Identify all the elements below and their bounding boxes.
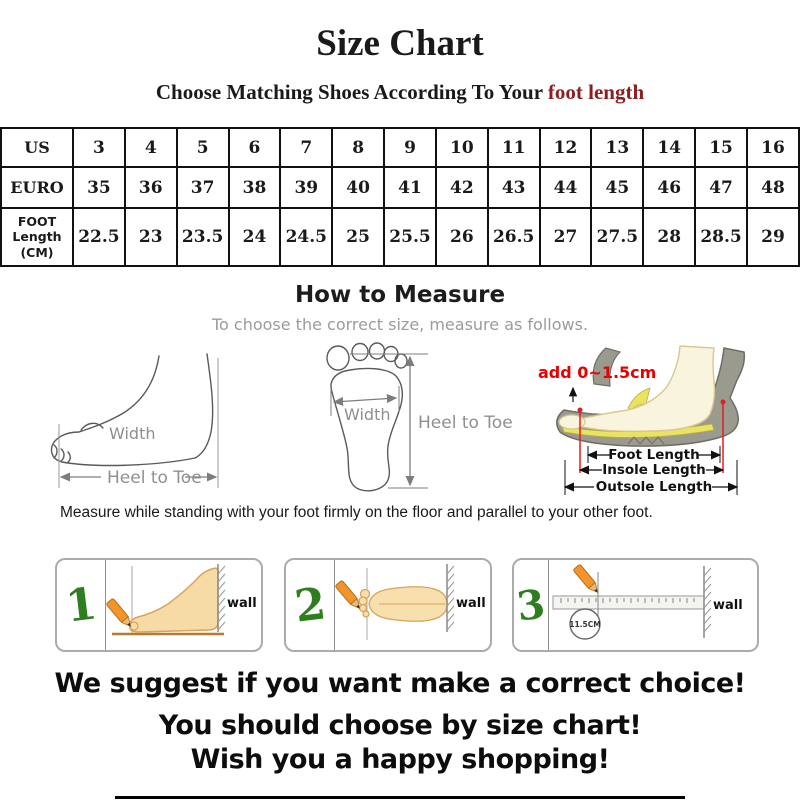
width-label: Width [344,405,391,424]
size-table-cell: 15 [695,128,747,167]
add-length-label: add 0~1.5cm [538,363,657,382]
step2-foot-top-art [335,560,487,648]
how-to-measure-heading: How to Measure [294,282,506,308]
outsole-length-label: Outsole Length [595,479,713,495]
size-table-cell: 6 [229,128,281,167]
subtitle [0,80,800,105]
step1-foot-side-art [106,560,258,648]
size-table-row [1,208,799,266]
size-table-cell: 26 [436,208,488,266]
size-table-cell: 39 [280,167,332,208]
footer-wish-line: Wish you a happy shopping! [190,744,610,775]
step3-ruler-art [549,560,754,648]
page-title: Size Chart [316,23,484,64]
foot-shape [130,568,218,632]
size-table-cell: 40 [332,167,384,208]
step-panel-2 [284,558,492,652]
size-table-cell: 10 [436,128,488,167]
size-table-cell: 13 [591,128,643,167]
size-table-cell: 38 [229,167,281,208]
shoe-illustration [557,346,745,446]
step-number [286,560,335,650]
size-table [0,127,800,267]
size-table-cell: 24.5 [280,208,332,266]
size-table-cell: 42 [436,167,488,208]
measurement-value: 11.5CM [569,620,601,629]
size-table-cell: 29 [747,208,799,266]
size-table-cell: 11 [488,128,540,167]
size-table-cell: 45 [591,167,643,208]
size-table-cell: 35 [73,167,125,208]
step-illustration [106,560,261,650]
footer-suggestion-line: We suggest if you want make a correct choice! [54,668,746,699]
step-number-text: 3 [514,579,548,631]
size-table-cell: 44 [540,167,592,208]
wall-label: wall [456,596,486,611]
ruler [553,596,704,609]
measuring-steps [0,558,800,654]
size-table-cell: 43 [488,167,540,208]
big-toe [130,622,138,630]
size-table-cell: 27.5 [591,208,643,266]
width-label: Width [109,424,156,443]
size-table-row [1,167,799,208]
size-table-cell: 14 [643,128,695,167]
pencil-icon [573,564,601,595]
step-number [514,560,549,650]
size-table-cell: 46 [643,167,695,208]
heel-to-toe-label: Heel to Toe [107,468,202,488]
size-table-cell: 23.5 [177,208,229,266]
size-table-cell: 22.5 [73,208,125,266]
size-table-row [1,128,799,167]
size-table-cell: 24 [229,208,281,266]
footprint-diagram [300,342,558,500]
bottom-divider [115,796,685,799]
size-table-cell: 4 [125,128,177,167]
size-table-cell: 28.5 [695,208,747,266]
size-table-row-label: FOOT Length (CM) [1,208,73,266]
size-table-cell: 23 [125,208,177,266]
size-table-cell: 27 [540,208,592,266]
standing-note: Measure while standing with your foot firmly on the floor and parallel to your other foot. [60,504,653,521]
size-table-cell: 5 [177,128,229,167]
size-table-cell: 16 [747,128,799,167]
how-to-measure-subheading: To choose the correct size, measure as follows. [211,315,589,334]
subtitle-text: Choose Matching Shoes According To Your [155,80,548,104]
step-number [57,560,106,650]
size-table-cell: 41 [384,167,436,208]
heel-to-toe-label: Heel to Toe [418,413,513,433]
footer-choose-line: You should choose by size chart! [158,710,642,741]
size-table-cell: 25.5 [384,208,436,266]
pencil-icon [335,580,363,611]
size-table-cell: 47 [695,167,747,208]
size-table-cell: 3 [73,128,125,167]
size-table-cell: 25 [332,208,384,266]
size-table-row-label: EURO [1,167,73,208]
wall-hatching [704,568,711,632]
foot-length-label: Foot Length [608,447,700,463]
subtitle-accent: foot length [547,80,645,104]
wall-hatching [447,566,454,630]
wall-label: wall [227,596,257,611]
step-number-text: 1 [62,577,100,633]
foot-side-outline [51,354,212,465]
wall-hatching [218,566,225,630]
step-panel-3 [512,558,759,652]
size-table-cell: 48 [747,167,799,208]
size-table-cell: 7 [280,128,332,167]
size-table-cell: 12 [540,128,592,167]
size-table-cell: 36 [125,167,177,208]
size-table-cell: 28 [643,208,695,266]
step-panel-1 [55,558,263,652]
foot-side-diagram [35,342,285,500]
foot-top-shape [359,587,447,622]
size-table-cell: 9 [384,128,436,167]
step-illustration [335,560,490,650]
shoe-diagram [532,340,794,500]
insole-length-label: Insole Length [602,462,706,478]
size-table-cell: 37 [177,167,229,208]
pencil-icon [106,598,134,629]
wall-label: wall [713,598,743,613]
toe-shape [559,415,585,429]
size-table-cell: 8 [332,128,384,167]
step-illustration [549,560,757,650]
size-table-cell: 26.5 [488,208,540,266]
step-number-text: 2 [291,577,329,633]
size-table-row-label: US [1,128,73,167]
